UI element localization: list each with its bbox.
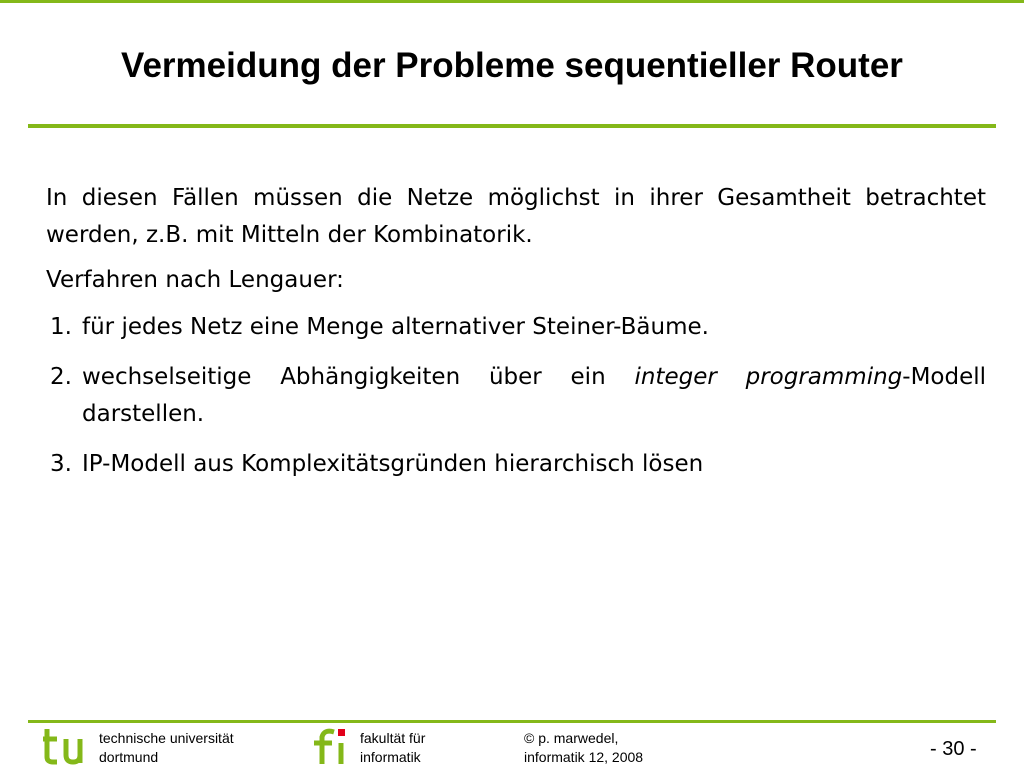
copyright-line-2: informatik 12, 2008 [524, 749, 644, 765]
list-item [46, 359, 986, 433]
list-item-number: 3. [50, 451, 72, 477]
title-divider [28, 124, 996, 128]
list-item [46, 446, 986, 483]
list-item-text: für jedes Netz eine Menge alternativer Steiner-Bäume. [82, 314, 709, 340]
list-item-number: 2. [50, 364, 72, 390]
top-accent-line [0, 0, 1024, 3]
tu-dortmund-logo-icon [42, 727, 92, 765]
university-name [99, 729, 234, 767]
steps-list [46, 309, 986, 483]
copyright-line-1: © p. marwedel, [524, 730, 619, 746]
faculty-line-2: informatik [360, 749, 421, 765]
intro-paragraph: In diesen Fällen müssen die Netze möglichst in ihrer Gesamtheit betrachtet werden, z.B. mit Mitteln der Kombinatorik. [46, 185, 986, 248]
list-item-text-tail: -Modell darstellen. [82, 364, 987, 427]
copyright-notice [524, 729, 643, 767]
page-number: - 30 - [930, 738, 977, 760]
list-item-text: wechselseitige Abhängigkeiten über ein [82, 364, 606, 390]
university-line-1: technische universität [99, 730, 234, 746]
list-item-number: 1. [50, 314, 72, 340]
footer-divider [28, 720, 996, 723]
method-label: Verfahren nach Lengauer: [46, 267, 344, 293]
list-item-text: IP-Modell aus Komplexitätsgründen hierarchisch lösen [82, 451, 704, 477]
faculty-name [360, 729, 425, 767]
list-item [46, 309, 986, 346]
fakultaet-informatik-logo-icon [308, 727, 354, 765]
slide-title: Vermeidung der Probleme sequentieller Router [121, 46, 903, 85]
list-item-emphasis: integer programming [634, 364, 903, 390]
faculty-line-1: fakultät für [360, 730, 426, 746]
slide-content [46, 180, 986, 496]
university-line-2: dortmund [99, 749, 159, 765]
